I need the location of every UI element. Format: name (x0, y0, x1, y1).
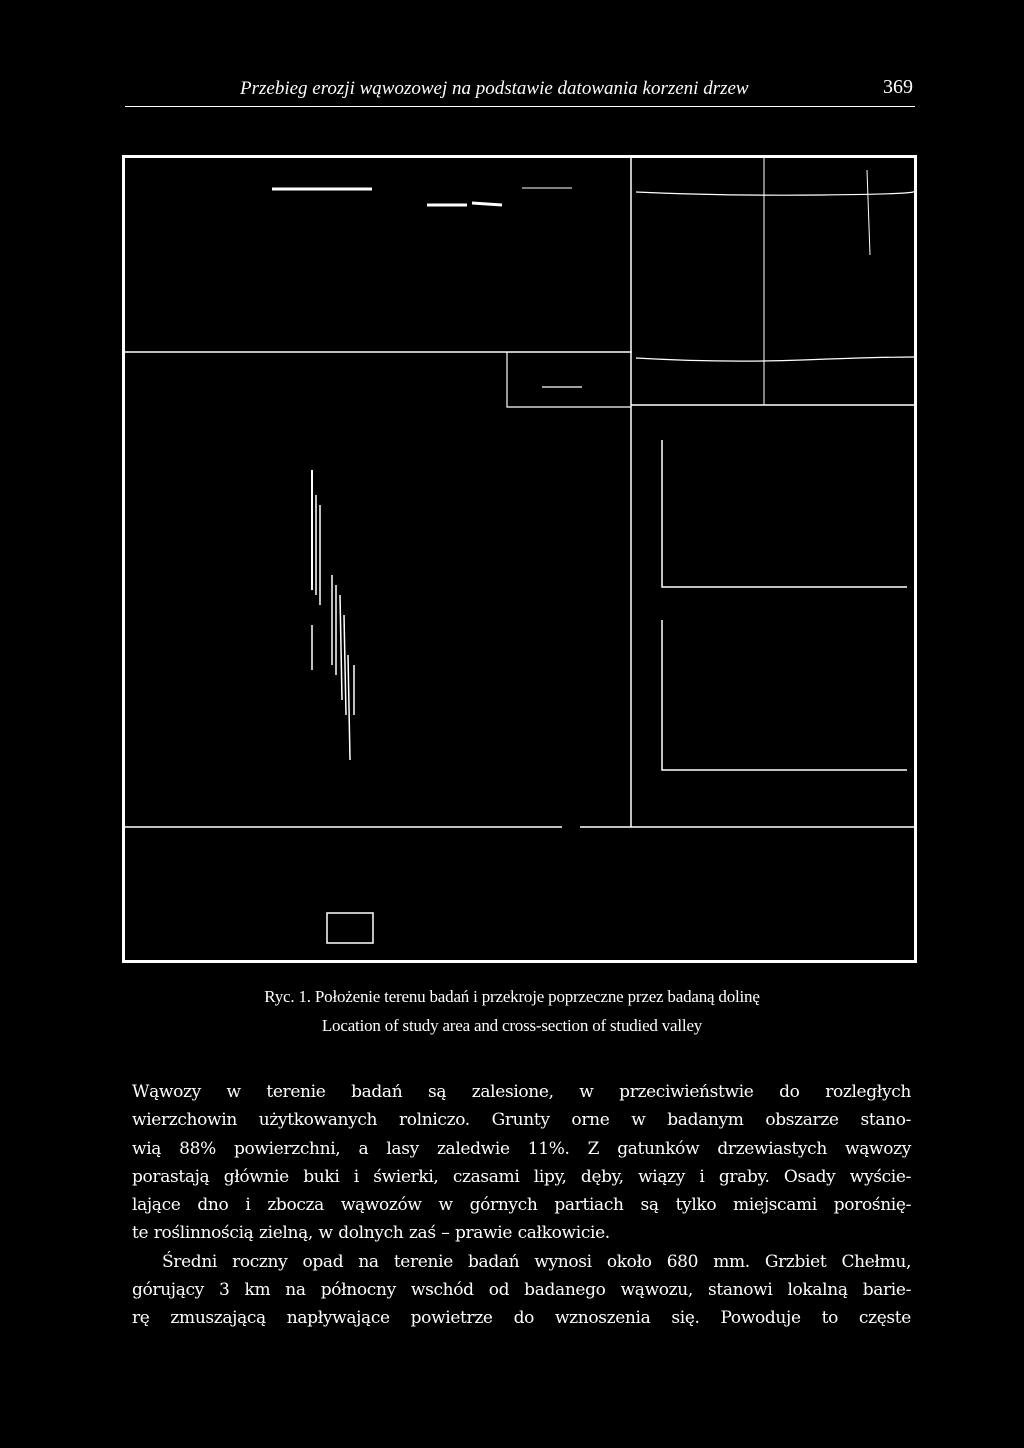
contour-line (867, 170, 870, 255)
body-line: Średni roczny opad na terenie badań wynosi około 680 mm. Grzbiet Chełmu, (162, 1251, 911, 1272)
figure-caption-en: Location of study area and cross-section of studied valley (321, 1016, 703, 1035)
gully-streak (340, 595, 342, 700)
running-title: Przebieg erozji wąwozowej na podstawie datowania korzeni drzew (240, 78, 749, 99)
body-line: porastają głównie buki i świerki, czasami lipy, dęby, wiązy i graby. Osady wyście- (132, 1166, 911, 1187)
figure-caption-pl: Ryc. 1. Położenie terenu badań i przekroje poprzeczne przez badaną dolinę (264, 987, 760, 1006)
map-feature (472, 203, 502, 205)
cross-section-plot (662, 440, 907, 587)
body-line: Wąwozy w terenie badań są zalesione, w przeciwieństwie do rozległych (132, 1082, 911, 1102)
gully-streak (344, 615, 346, 715)
page-number: 369 (883, 76, 913, 98)
contour-line (636, 357, 914, 361)
body-line: wierzchowin użytkowanych rolniczo. Grunty orne w badanym obszarze stano- (132, 1110, 911, 1131)
inset-box (507, 352, 631, 407)
running-header (125, 76, 915, 107)
cross-section-plot (662, 620, 907, 770)
figure-map (122, 155, 917, 963)
body-line: rę zmuszającą napływające powietrze do wznoszenia się. Powoduje to częste (132, 1308, 911, 1329)
gully-streak (348, 655, 350, 760)
figure-map-drawing (122, 155, 917, 963)
body-line: te roślinnością zielną, w dolnych zaś – prawie całkowicie. (132, 1223, 610, 1244)
contour-line (636, 191, 915, 195)
legend-box (327, 913, 373, 943)
body-line: wią 88% powierzchni, a lasy zaledwie 11%. Z gatunków drzewiastych wąwozy (132, 1138, 911, 1159)
figure-frame (124, 157, 916, 962)
body-line: górujący 3 km na północny wschód od badanego wąwozu, stanowi lokalną barie- (132, 1280, 911, 1301)
body-line: lające dno i zbocza wąwozów w górnych partiach są tylko miejscami porośnię- (132, 1195, 911, 1216)
body-text (132, 1078, 911, 1333)
